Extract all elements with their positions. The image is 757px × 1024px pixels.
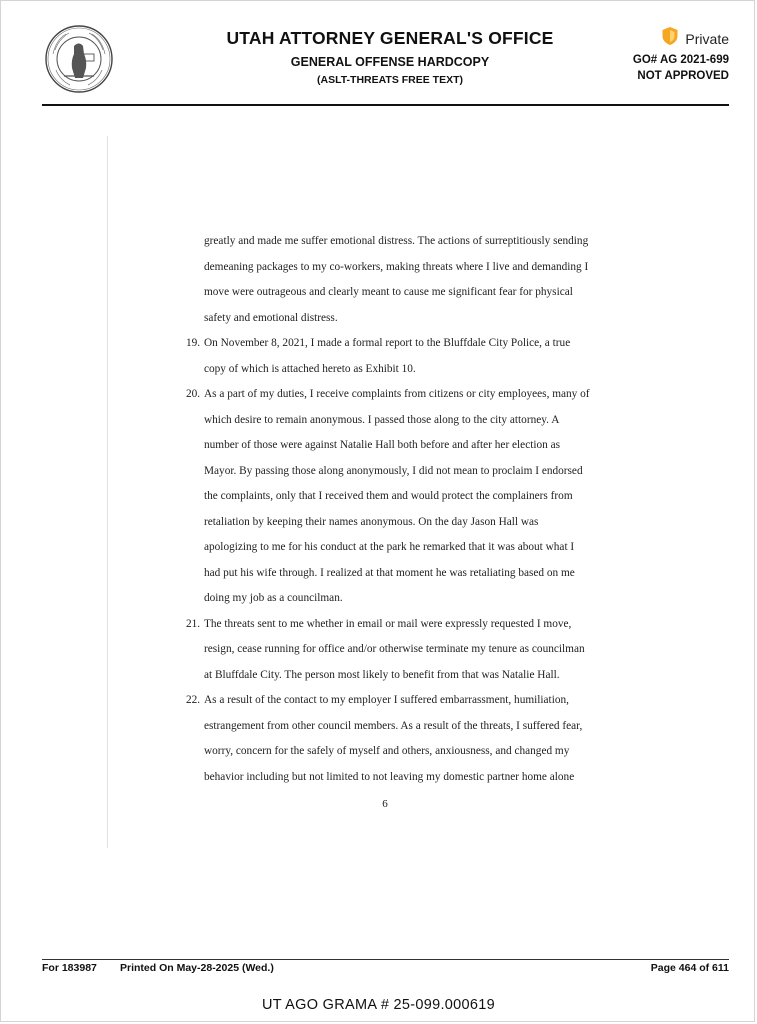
paragraph-number: 21.	[186, 617, 201, 630]
footer-printed-date: Printed On May-28-2025 (Wed.)	[120, 962, 274, 974]
footer-divider	[42, 959, 729, 960]
continuation-paragraph: greatly and made me suffer emotional distress. The actions of surreptitiously sending demeaning packages to my co-workers, making threats where I live and demanding I move were outrageous and clearly meant to cause me significant fear for physical safety and emotional distress.	[204, 235, 589, 324]
privacy-label: Private	[685, 30, 729, 47]
scan-edge-line	[107, 136, 108, 848]
report-header	[200, 28, 580, 86]
office-title: UTAH ATTORNEY GENERAL'S OFFICE	[226, 28, 554, 48]
page-number: 6	[382, 798, 388, 810]
paragraph-text: As a result of the contact to my employer I suffered embarrassment, humiliation, estrangement from other council members. As a result of the threats, I suffered fear, worry, concern for the safely of myself and others, anxiousness, and changed my behavior including but not limited to not leaving my domestic partner home alone	[204, 694, 583, 783]
paragraph-number: 19.	[186, 337, 201, 349]
paragraph-number: 20.	[186, 388, 201, 400]
paragraph-text: As a part of my duties, I receive complaints from citizens or city employees, many of which desire to remain anonymous. I passed those along to the city attorney. A number of those were against Natalie Hall both before and after her election as Mayor. By passing those along anonymously, I did not mean to proclaim I endorsed the complaints, only that I received them and would protect the complainers from retaliation by keeping their names anonymous. On the day Jason Hall was apologizing to me for his conduct at the park he remarked that it was about what I had put his wife through. I realized at that moment he was retaliating based on me doing my job as a councilman.	[204, 388, 590, 604]
approval-status: NOT APPROVED	[637, 70, 729, 82]
state-seal-icon	[44, 24, 114, 94]
paragraph-21	[186, 612, 590, 689]
paragraph-22	[186, 688, 590, 790]
footer-for: For 183987	[42, 962, 97, 974]
paragraph-text: The threats sent to me whether in email or mail were expressly requested I move, resign, cease running for office and/or otherwise terminate my tenure as councilman at Bluffdale City. The person most likely to benefit from that was Natalie Hall.	[204, 617, 585, 681]
paragraph-20	[186, 382, 590, 612]
grama-identifier: UT AGO GRAMA # 25-099.000619	[261, 997, 495, 1013]
document-body	[186, 229, 590, 790]
paragraph-19	[186, 331, 590, 382]
go-number: GO# AG 2021-699	[632, 54, 729, 66]
report-type: GENERAL OFFENSE HARDCOPY	[290, 55, 490, 69]
print-footer	[42, 962, 729, 974]
header-divider	[42, 104, 729, 106]
footer-page-count: Page 464 of 611	[650, 962, 729, 974]
paragraph-number: 22.	[186, 694, 201, 706]
paragraph-text: On November 8, 2021, I made a formal report to the Bluffdale City Police, a true copy of which is attached hereto as Exhibit 10.	[204, 337, 571, 375]
report-category: (ASLT-THREATS FREE TEXT)	[316, 74, 464, 86]
shield-icon	[661, 26, 679, 51]
case-info	[633, 26, 729, 82]
